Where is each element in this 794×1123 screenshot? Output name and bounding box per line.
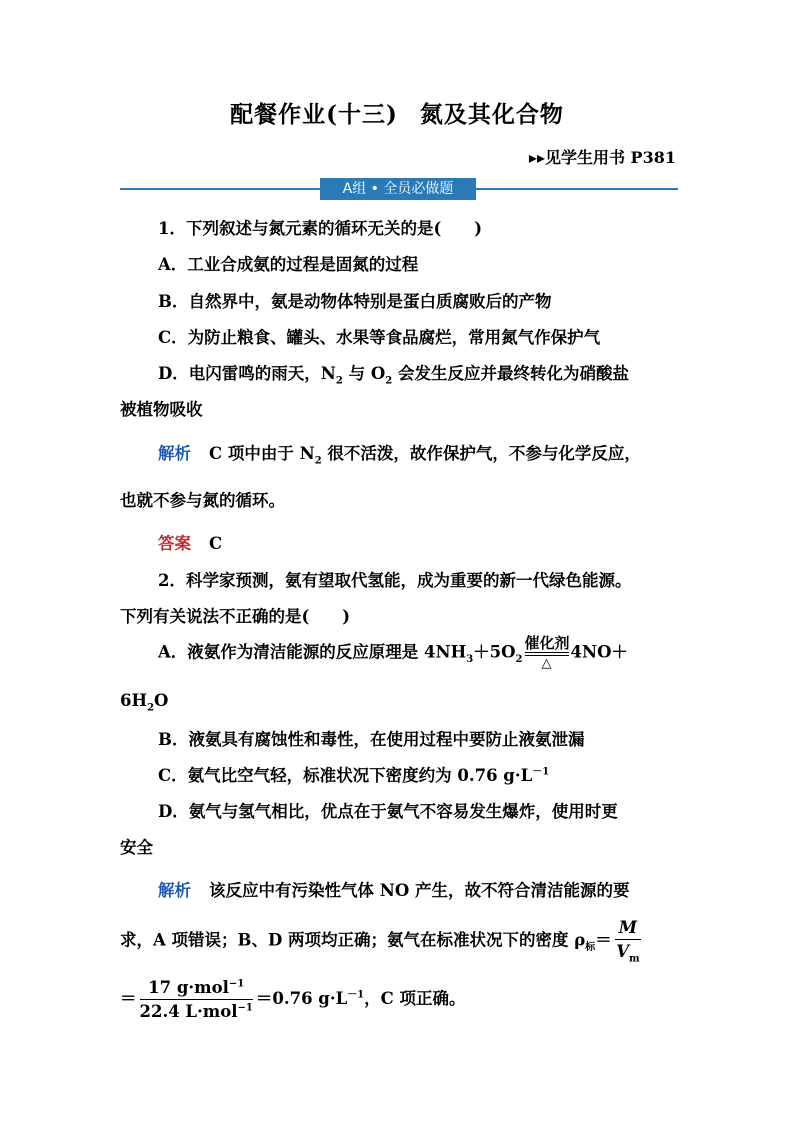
section-banner: A组 • 全员必做题 [320, 178, 476, 200]
answer-label: 答案 [158, 534, 191, 553]
density-fraction: $\frac{M}{V_m}$ [616, 918, 640, 965]
q1-stem: 1．下列叙述与氮元素的循环无关的是( ) [158, 219, 483, 238]
title-part1: 配餐作业(十三) [230, 101, 398, 128]
q2-option-c: C．氨气比空气轻，标准状况下密度约为 0.76 $g\cdot L^{-1}$ [158, 766, 550, 785]
analysis-label: 解析 [158, 444, 191, 463]
q1-option-b: B．自然界中，氨是动物体特别是蛋白质腐败后的产物 [158, 292, 552, 311]
q1-option-d: D．电闪雷鸣的雨天，$N_2$ 与 $O_2$ 会发生反应并最终转化为硝酸盐 [158, 364, 629, 387]
title-part2: 氮及其化合物 [419, 101, 564, 128]
q2-analysis: 解析 该反应中有污染性气体 NO 产生，故不符合清洁能源的要 [158, 881, 630, 900]
answer-value: C [209, 534, 223, 553]
q2-analysis-line2: 求，A 项错误；B、D 两项均正确；氨气在标准状况下的密度 $\rho_标=$ $\frac{M}{V_m}$ [120, 918, 640, 965]
q1-analysis: 解析 C 项中由于 $N_2$ 很不活泼，故作保护气，不参与化学反应， [158, 444, 641, 467]
q1-answer [158, 530, 222, 554]
textbook-reference: ▸▸见学生用书 P381 [528, 148, 676, 167]
q1-analysis-cont: 也就不参与氮的循环。 [120, 491, 285, 510]
q1-option-c: C．为防止粮食、罐头、水果等食品腐烂，常用氮气作保护气 [158, 328, 601, 347]
q1-option-d-cont: 被植物吸收 [120, 400, 203, 419]
q1-option-a: A．工业合成氨的过程是固氮的过程 [158, 255, 419, 274]
q2-option-a: A．液氨作为清洁能源的反应原理是 $4NH_3+5O_2$ 催化剂 △ 4NO＋ [158, 634, 628, 671]
q2-option-a-cont: $6H_2O$ [120, 691, 169, 714]
q2-option-d-cont: 安全 [120, 838, 153, 857]
heat-icon: △ [541, 656, 552, 671]
q2-option-d: D．氨气与氢气相比，优点在于氨气不容易发生爆炸，使用时更 [158, 802, 618, 821]
page-title [0, 96, 794, 129]
q2-option-b: B．液氨具有腐蚀性和毒性，在使用过程中要防止液氨泄漏 [158, 730, 585, 749]
analysis-label-2: 解析 [158, 881, 191, 900]
reaction-condition: 催化剂 △ [524, 634, 570, 671]
q2-analysis-line3: ＝ $\frac{17 g\cdot mol^{-1}}{22.4 L\cdot mol^{-1}}$ ＝0.76 $g\cdot L^{-1}$，C 项正确。 [120, 978, 466, 1021]
q2-stem: 2．科学家预测，氨有望取代氢能，成为重要的新一代绿色能源。 [158, 571, 632, 590]
q2-stem-cont: 下列有关说法不正确的是( ) [120, 607, 351, 626]
molar-fraction: $\frac{17 g\cdot mol^{-1}}{22.4 L\cdot mol^{-1}}$ [139, 978, 253, 1021]
